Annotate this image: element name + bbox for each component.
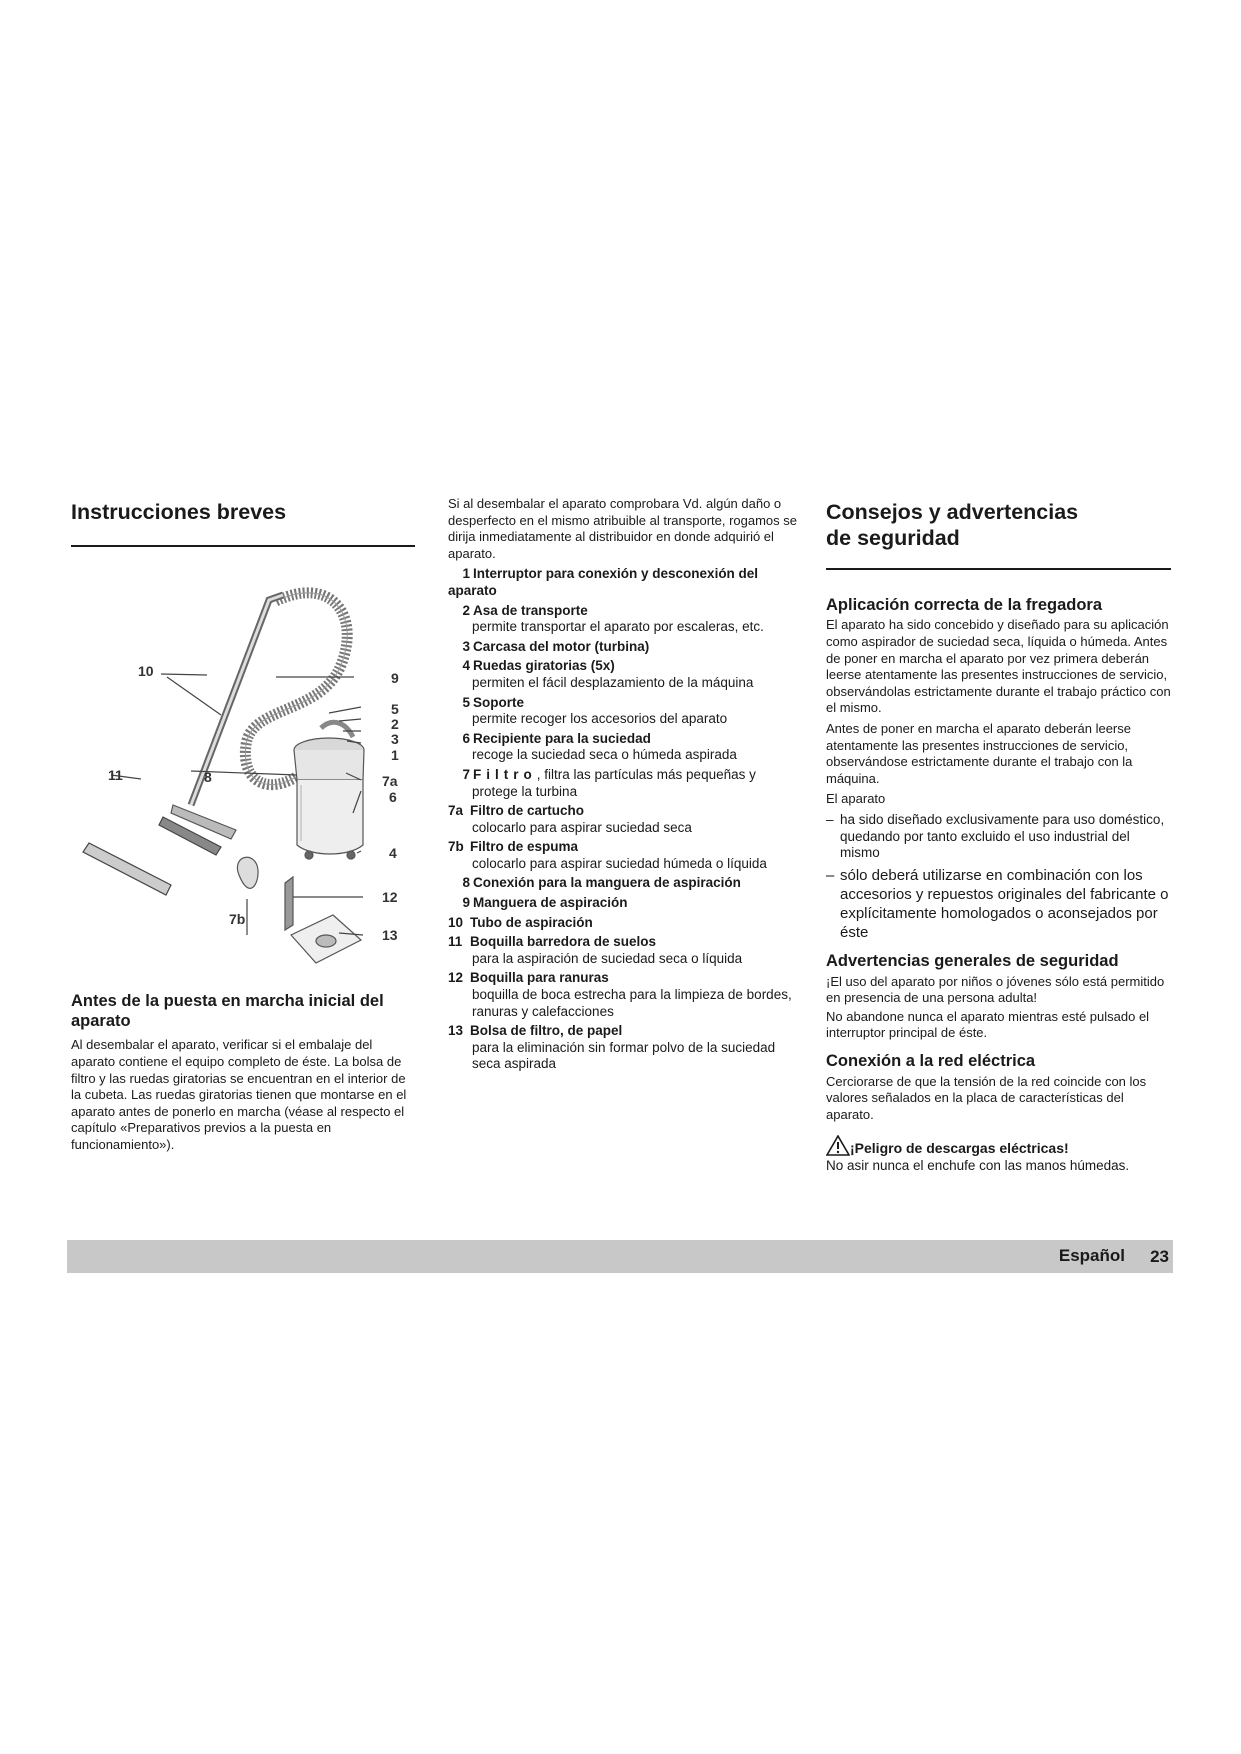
title-rule: [826, 568, 1171, 570]
part-label: Asa de transporte: [473, 602, 588, 618]
title-rule: [71, 545, 415, 547]
part-number: 4: [462, 658, 470, 674]
callout-label: 7a: [382, 772, 398, 789]
part-number: 13: [448, 1023, 464, 1039]
part-label: Tubo de aspiración: [470, 914, 593, 930]
list-item: [448, 895, 798, 912]
list-item: [448, 839, 798, 872]
part-label: Filtro: [473, 766, 537, 782]
callout-label: 4: [389, 844, 397, 861]
part-description: permite recoger los accesorios del aparato: [472, 711, 728, 727]
footer-language: Español: [1058, 1246, 1125, 1265]
list-item: [448, 658, 798, 691]
list-item: [448, 1023, 798, 1073]
callout-label: 2: [391, 715, 399, 732]
callout-label: 12: [382, 888, 398, 905]
list-item: – sólo deberá utilizarse en combinación con los accesorios y repuestos originales del fabricante o explícitamente homologados o aconsejados por éste: [826, 866, 1171, 942]
part-label: Soporte: [473, 694, 525, 710]
heading-power-connection: Conexión a la red eléctrica: [826, 1051, 1036, 1070]
list-item: [448, 970, 798, 1020]
part-label: Conexión para la manguera de aspiración: [473, 875, 741, 891]
read-instructions-text: Antes de poner en marcha el aparato deberán leerse atentamente las presentes instrucciones de servicio, observándose estrictamente durante el trabajo con la máquina.: [826, 720, 1133, 786]
part-number: 11: [448, 934, 463, 950]
heading-before-first-use: Antes de la puesta en marcha inicial del aparato: [71, 991, 384, 1030]
part-number: 7: [462, 766, 470, 782]
list-item: – ha sido diseñado exclusivamente para uso doméstico, quedando por tanto excluido el uso industrial del mismo: [826, 812, 1171, 862]
part-number: 9: [462, 895, 470, 911]
section-title-quick-instructions: Instrucciones breves: [71, 500, 287, 524]
part-description: protege la turbina: [472, 783, 578, 799]
section-title-line: Consejos y advertencias: [826, 500, 1079, 524]
part-number: 10: [448, 914, 464, 930]
part-label: Filtro de cartucho: [470, 803, 585, 819]
callout-label: 9: [391, 669, 399, 686]
callout-label: 7b: [229, 910, 246, 927]
part-number: 2: [462, 602, 470, 618]
heading-general-safety: Advertencias generales de seguridad: [826, 951, 1119, 970]
parts-list: [448, 566, 798, 1073]
list-item: [448, 803, 798, 836]
part-label: Ruedas giratorias (5x): [473, 658, 615, 674]
callout-label: 6: [389, 788, 397, 805]
list-item-text: sólo deberá utilizarse en combinación con los accesorios y repuestos originales del fabricante o explícitamente homologados o aconsejados por éste: [840, 866, 1169, 941]
wet-hands-warning-text: No asir nunca el enchufe con las manos húmedas.: [826, 1158, 1130, 1174]
part-description: permite transportar el aparato por escaleras, etc.: [472, 619, 764, 635]
correct-use-text: El aparato ha sido concebido y diseñado para su aplicación como aspirador de suciedad seca, líquida o húmeda. Antes de poner en marcha el aparato por vez primera deberán leerse atentamente las presentes instrucciones de servicio, observándolas estrictamente durante el trabajo práctico con el mismo.: [826, 617, 1171, 716]
part-number: 3: [462, 638, 470, 654]
electric-shock-warning: [826, 1135, 1171, 1156]
voltage-check-text: Cerciorarse de que la tensión de la red coincide con los valores señalados en la placa de características del aparato.: [826, 1073, 1147, 1122]
part-label: Interruptor para conexión y desconexión del aparato: [448, 566, 759, 598]
vacuum-cleaner-drawing: [71, 555, 415, 970]
callout-label: 5: [391, 700, 399, 717]
part-label: Manguera de aspiración: [473, 895, 628, 911]
list-item: [448, 767, 798, 800]
part-number: 6: [462, 730, 470, 746]
column-middle: [448, 492, 798, 1076]
part-description: para la aspiración de suciedad seca o líquida: [472, 950, 743, 966]
callout-label: 1: [391, 746, 399, 763]
list-item: [448, 566, 798, 599]
part-number: 8: [462, 875, 470, 891]
callout-label: 8: [204, 768, 212, 785]
callout-label: 10: [138, 662, 154, 679]
unattended-warning-text: No abandone nunca el aparato mientras esté pulsado el interruptor principal de éste.: [826, 1008, 1150, 1041]
list-item-text: ha sido diseñado exclusivamente para uso doméstico, quedando por tanto excluido el uso industrial del mismo: [840, 811, 1165, 861]
column-left: [71, 492, 415, 1154]
part-description: colocarlo para aspirar suciedad húmeda o líquida: [472, 855, 767, 871]
part-label: Filtro de espuma: [470, 839, 579, 855]
part-label: Recipiente para la suciedad: [473, 730, 651, 746]
list-item: [448, 875, 798, 892]
transport-damage-text: Si al desembalar el aparato comprobara Vd. algún daño o desperfecto en el mismo atribuible al transporte, rogamos se dirija inmediatamente al distribuidor en donde adquirió el aparato.: [448, 496, 798, 561]
part-inline-description: , filtra las partículas más pequeñas y: [536, 766, 756, 782]
part-description: boquilla de boca estrecha para la limpieza de bordes, ranuras y calefacciones: [472, 987, 792, 1019]
callout-label: 11: [108, 766, 123, 783]
list-item: [448, 915, 798, 932]
part-number: 12: [448, 970, 464, 986]
part-label: Carcasa del motor (turbina): [473, 638, 650, 654]
list-item: [448, 603, 798, 636]
part-description: recoge la suciedad seca o húmeda aspirada: [472, 747, 737, 763]
part-label: Bolsa de filtro, de papel: [470, 1023, 623, 1039]
footer-bar: [67, 1240, 1173, 1273]
list-item: [448, 731, 798, 764]
appliance-intro-text: El aparato: [826, 791, 886, 807]
callout-label: 13: [382, 926, 398, 943]
part-number: 5: [462, 694, 470, 710]
list-item: [448, 934, 798, 967]
part-number: 7b: [448, 839, 464, 855]
callout-label: 3: [391, 730, 399, 747]
list-item: [448, 695, 798, 728]
children-warning-text: ¡El uso del aparato por niños o jóvenes sólo está permitido en presencia de una persona adulta!: [826, 973, 1165, 1006]
before-first-use-text: Al desembalar el aparato, verificar si el embalaje del aparato contiene el equipo completo de éste. La bolsa de filtro y las ruedas giratorias se encuentran en el interior de la cubeta. Las ruedas giratorias tienen que montarse en el aparato antes de ponerlo en marcha (véase al respecto el capítulo «Preparativos previos a la puesta en funcionamiento»).: [71, 1037, 407, 1152]
warning-title: ¡Peligro de descargas eléctricas!: [850, 1140, 1069, 1157]
part-description: permiten el fácil desplazamiento de la máquina: [472, 674, 754, 690]
part-label: Boquilla barredora de suelos: [470, 934, 657, 950]
column-right: [826, 492, 1171, 1175]
heading-correct-use: Aplicación correcta de la fregadora: [826, 595, 1103, 614]
page-number: 23: [1150, 1247, 1169, 1266]
section-title-line: de seguridad: [826, 525, 960, 550]
warning-triangle-icon: [826, 1135, 850, 1156]
part-label: Boquilla para ranuras: [470, 970, 609, 986]
section-title-safety: [826, 500, 1171, 552]
vacuum-illustration: [71, 555, 415, 970]
list-item: [448, 639, 798, 656]
part-number: 1: [462, 566, 470, 582]
part-number: 7a: [448, 803, 464, 819]
part-description: para la eliminación sin formar polvo de la suciedad seca aspirada: [472, 1039, 776, 1072]
part-description: colocarlo para aspirar suciedad seca: [472, 819, 692, 835]
